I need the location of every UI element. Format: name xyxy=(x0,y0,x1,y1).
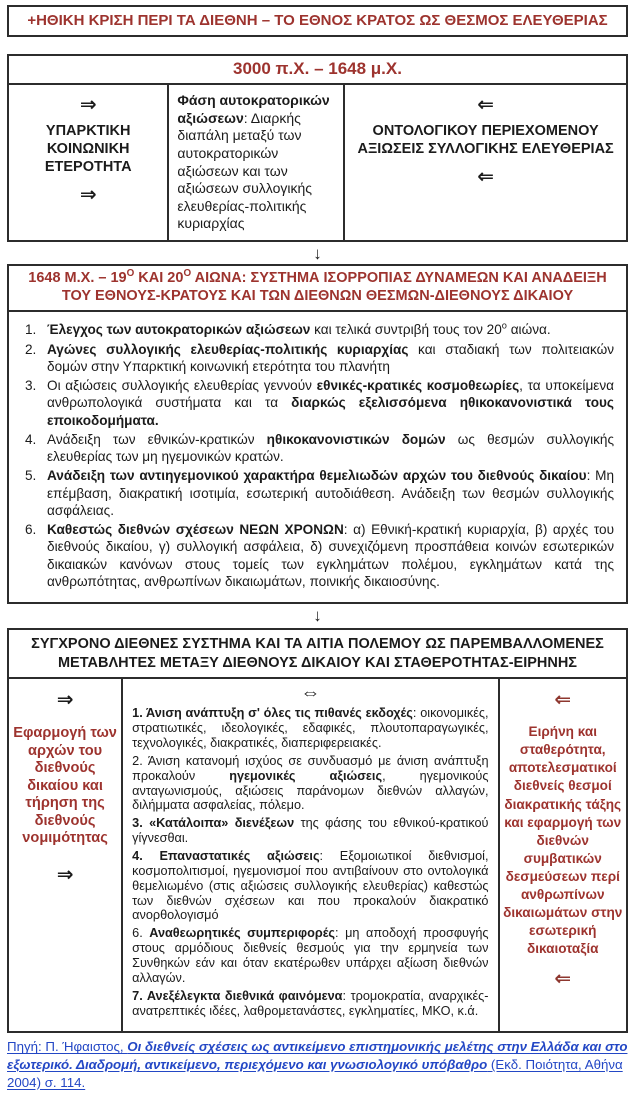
era1-period-header: 3000 π.Χ. – 1648 μ.Χ. xyxy=(9,56,626,85)
era3-left-cell xyxy=(9,679,123,1031)
text-segment: 4. Επαναστατικές αξιώσεις xyxy=(132,848,320,863)
list-item-text xyxy=(47,321,614,338)
text-segment: , ηγεμονικούς ανταγωνισμούς, αξιώσεις παράνομων διεθνών αλλαγών, διλήμματα ασφαλείας, πόλεμο. xyxy=(132,768,489,813)
era3-table xyxy=(7,679,628,1033)
arrow-left-icon: ⇐ xyxy=(554,689,572,712)
list-item xyxy=(132,989,488,1019)
list-item-text xyxy=(47,377,614,429)
era1-right-cell xyxy=(345,85,626,240)
text-segment: : Διαρκής διαπάλη μεταξύ των αυτοκρατορικών αξιώσεων και των αξιώσεων συλλογικής ελευθερίας-πολιτικής κυριαρχίας xyxy=(177,109,313,232)
text-segment: : Εξομοιωτικοί διεθνισμοί, κοσμοπολιτισμοί, ηγεμονισμοί που αντιβαίνουν στο οντολογικά θεμελιωμένο (στις αξιώσεις συλλογικής ελευθερίας) καθεστώς των διεθνών σχέσεων και που προκαλούν διακρατικό ανορθολογισμό xyxy=(132,848,489,923)
text-segment: 2. Άνιση κατανομή ισχύος σε συνδυασμό με άνιση ανάπτυξη προκαλούν xyxy=(132,753,489,783)
list-item xyxy=(132,816,488,846)
text-segment: 7. Ανεξέλεγκτα διεθνικά φαινόμενα xyxy=(132,988,343,1003)
era1-left-label: ΥΠΑΡΚΤΙΚΗ ΚΟΙΝΩΝΙΚΗ ΕΤΕΡΟΤΗΤΑ xyxy=(44,123,132,176)
era2-section xyxy=(7,264,628,604)
arrow-down-icon: ↓ xyxy=(313,606,322,626)
era1-left-cell xyxy=(9,85,169,240)
page-title: +ΗΘΙΚΗ ΚΡΙΣΗ ΠΕΡΙ ΤΑ ΔΙΕΘΝΗ – ΤΟ ΕΘΝΟΣ ΚΡΑΤΟΣ ΩΣ ΘΕΣΜΟΣ ΕΛΕΥΘΕΡΙΑΣ xyxy=(7,5,628,37)
era3-right-label: Ειρήνη και σταθερότητα, αποτελεσματικοί διεθνείς θεσμοί διακρατικής τάξης και εφαρμογή των διεθνών συμβατικών δεσμεύσεων περί ανθρωπίνων δικαιωμάτων στην εσωτερική δικαιοταξία xyxy=(503,724,623,957)
text-segment: εθνικές-κρατικές κοσμοθεωρίες xyxy=(316,378,520,394)
era2-heading xyxy=(9,266,626,312)
text-segment: (Εκδ. Ποιότητα, Αθήνα 2004) σ. 114. xyxy=(7,1056,623,1090)
list-item-number: 2. xyxy=(25,341,37,357)
text-segment: ηγεμονικές αξιώσεις xyxy=(229,768,383,783)
text-segment: : τρομοκρατία, αναρχικές-ανατρεπτικές ιδέες, λαθρομετανάστες, εγκληματίες, ΜΚΟ, κ.ά. xyxy=(132,988,489,1018)
list-item-number: 4. xyxy=(25,431,37,447)
list-item-number: 6. xyxy=(25,522,37,538)
list-item xyxy=(132,926,488,985)
text-segment: αιώνα. xyxy=(506,322,551,338)
text-segment: : μη αποδοχή προσφυγής στους αρμόδιους διεθνείς θεσμούς για την ερμηνεία των Συνθηκών εάν και όταν εκατέρωθεν υπάρχει αξίωση διεθνών αλλαγών. xyxy=(132,926,489,985)
era3-right-cell xyxy=(500,679,627,1031)
text-segment: Ο xyxy=(126,268,135,280)
list-item-number: 1. xyxy=(25,322,37,338)
text-segment: ως θεσμών συλλογικής ελευθερίας των μη ηγεμονικών κρατών. xyxy=(47,431,615,465)
text-segment: , τα υποκείμενα ανθρωπολογικά συστήματα και τα xyxy=(47,378,614,411)
arrow-right-icon: ⇒ xyxy=(79,184,97,207)
text-segment: ΑΙΩΝΑ: ΣΥΣΤΗΜΑ ΙΣΟΡΡΟΠΙΑΣ ΔΥΝΑΜΕΩΝ ΚΑΙ ΑΝΑΔΕΙΞΗ ΤΟΥ ΕΘΝΟΥΣ-ΚΡΑΤΟΥΣ ΚΑΙ ΤΩΝ ΔΙΕΘΝΩΝ ΘΕΣΜΩΝ-ΔΙΕΘΝΟΥΣ ΔΙΚΑΙΟΥ xyxy=(61,270,607,304)
source-citation xyxy=(7,1038,628,1091)
list-item-text xyxy=(47,341,614,376)
list-item-text xyxy=(47,467,614,519)
text-segment: Ο xyxy=(183,268,192,280)
text-segment: Καθεστώς διεθνών σχέσεων ΝΕΩΝ ΧΡΟΝΩΝ xyxy=(47,522,344,538)
list-item-text xyxy=(47,521,614,590)
list-item xyxy=(132,706,488,751)
list-item-number: 3. xyxy=(25,378,37,394)
list-item-text xyxy=(47,431,614,466)
text-segment: 3. «Κατάλοιπα» διενέξεων xyxy=(132,816,295,831)
list-item xyxy=(15,341,614,376)
era3-left-label: Εφαρμογή των αρχών του διεθνούς δικαίου και τήρηση της διεθνούς νομιμότητας xyxy=(13,725,117,847)
text-segment: 1. Άνιση ανάπτυξη σ' όλες τις πιθανές εκδοχές xyxy=(132,706,413,721)
text-segment: Οι διεθνείς σχέσεις ως αντικείμενο επιστημονικής μελέτης στην Ελλάδα και στο εξωτερικό. Διαδρομή, αντικείμενο, περιεχόμενο και γνωσιολογικό υπόβαθρο xyxy=(7,1039,628,1072)
arrow-down-icon: ↓ xyxy=(313,244,322,263)
text-segment: διαρκώς εξελισσόμενα ηθικοκανονιστικά τους εποικοδομήματα. xyxy=(47,395,614,428)
text-segment: Πηγή: Π. Ήφαιστος, xyxy=(7,1039,128,1055)
arrow-left-icon: ⇐ xyxy=(477,94,494,116)
text-segment: Οι αξιώσεις συλλογικής ελευθερίας γεννούν xyxy=(47,378,317,394)
text-segment: και σταδιακή των πολιτειακών δομών στην Υπαρκτική κοινωνική ετερότητα του πλανήτη xyxy=(47,341,614,374)
arrow-both-icon: ⇔ xyxy=(300,682,321,705)
text-segment: Αναθεωρητικές συμπεριφορές xyxy=(149,926,336,941)
list-item xyxy=(15,431,614,466)
text-segment: : οικονομικές, στρατιωτικές, ιδεολογικές, εδαφικές, πλουτοπαραγωγικές, τεχνολογικές, διακρατικές, διαπεριφερειακές. xyxy=(132,706,489,750)
era3-middle-list xyxy=(132,706,488,1018)
text-segment: Ανάδειξη των εθνικών-κρατικών xyxy=(47,431,267,447)
text-segment: ηθικοκανονιστικών δομών xyxy=(266,431,446,447)
list-item xyxy=(132,754,488,813)
text-segment: ο xyxy=(501,320,507,331)
arrow-left-icon: ⇐ xyxy=(554,968,572,991)
text-segment: : α) Εθνική-κρατική κυριαρχία, β) αρχές του διεθνούς δικαίου, γ) συλλογική ασφάλεια, δ) συνεχιζόμενη προσπάθεια κοινών εσωτερικών δικαιακών κανόνων στους τομείς των εγκλημάτων πολέμου, εγκλημάτων κατά της ανθρωπότητας, ανθρωπίνων δικαιωμάτων, ποινικής δικαιοσύνης. xyxy=(47,522,615,589)
text-segment: : Μη επέμβαση, διακρατική ισοτιμία, εσωτερική αυτοδιάθεση. Ανάδειξη των θεσμών συλλογικής ασφάλειας. xyxy=(47,468,615,518)
era1-row xyxy=(9,85,626,240)
arrow-right-icon: ⇒ xyxy=(79,94,97,116)
text-segment: Φάση αυτοκρατορικών αξιώσεων xyxy=(177,92,330,126)
era1-table xyxy=(7,54,628,242)
arrow-right-icon: ⇒ xyxy=(56,689,74,712)
list-item xyxy=(15,321,614,338)
era1-middle-cell xyxy=(169,85,345,240)
text-segment: 6. xyxy=(132,926,150,941)
text-segment: ΚΑΙ 20 xyxy=(134,270,184,286)
era1-middle-text xyxy=(177,92,335,233)
text-segment: και τελικά συντριβή τους τον 20 xyxy=(310,322,502,338)
text-segment: Ανάδειξη των αντιηγεμονικού χαρακτήρα θεμελιωδών αρχών του διεθνούς δικαίου xyxy=(47,468,587,484)
arrow-right-icon: ⇒ xyxy=(56,863,74,886)
text-segment: 1648 Μ.Χ. – 19 xyxy=(28,270,127,286)
era3-heading: ΣΥΓΧΡΟΝΟ ΔΙΕΘΝΕΣ ΣΥΣΤΗΜΑ ΚΑΙ ΤΑ ΑΙΤΙΑ ΠΟΛΕΜΟΥ ΩΣ ΠΑΡΕΜΒΑΛΛΟΜΕΝΕΣ ΜΕΤΑΒΛΗΤΕΣ ΜΕΤΑΞΥ ΔΙΕΘΝΟΥΣ ΔΙΚΑΙΟΥ ΚΑΙ ΣΤΑΘΕΡΟΤΗΤΑΣ-ΕΙΡΗΝΗΣ xyxy=(7,628,628,679)
era2-list xyxy=(9,312,626,602)
list-item xyxy=(15,467,614,519)
text-segment: Έλεγχος των αυτοκρατορικών αξιώσεων xyxy=(47,322,311,338)
text-segment: της φάσης του εθνικού-κρατικού γίγνεσθαι. xyxy=(132,816,489,846)
arrow-left-icon: ⇐ xyxy=(477,166,494,189)
era3-middle-cell xyxy=(123,679,499,1031)
text-segment: Αγώνες συλλογικής ελευθερίας-πολιτικής κυριαρχίας xyxy=(47,341,409,357)
era1-right-label: ΟΝΤΟΛΟΓΙΚΟΥ ΠΕΡΙΕΧΟΜΕΝΟΥ ΑΞΙΩΣΕΙΣ ΣΥΛΛΟΓΙΚΗΣ ΕΛΕΥΘΕΡΙΑΣ xyxy=(357,123,614,158)
list-item xyxy=(15,377,614,429)
list-item-number: 5. xyxy=(25,468,37,484)
list-item xyxy=(132,849,488,923)
list-item xyxy=(15,521,614,590)
